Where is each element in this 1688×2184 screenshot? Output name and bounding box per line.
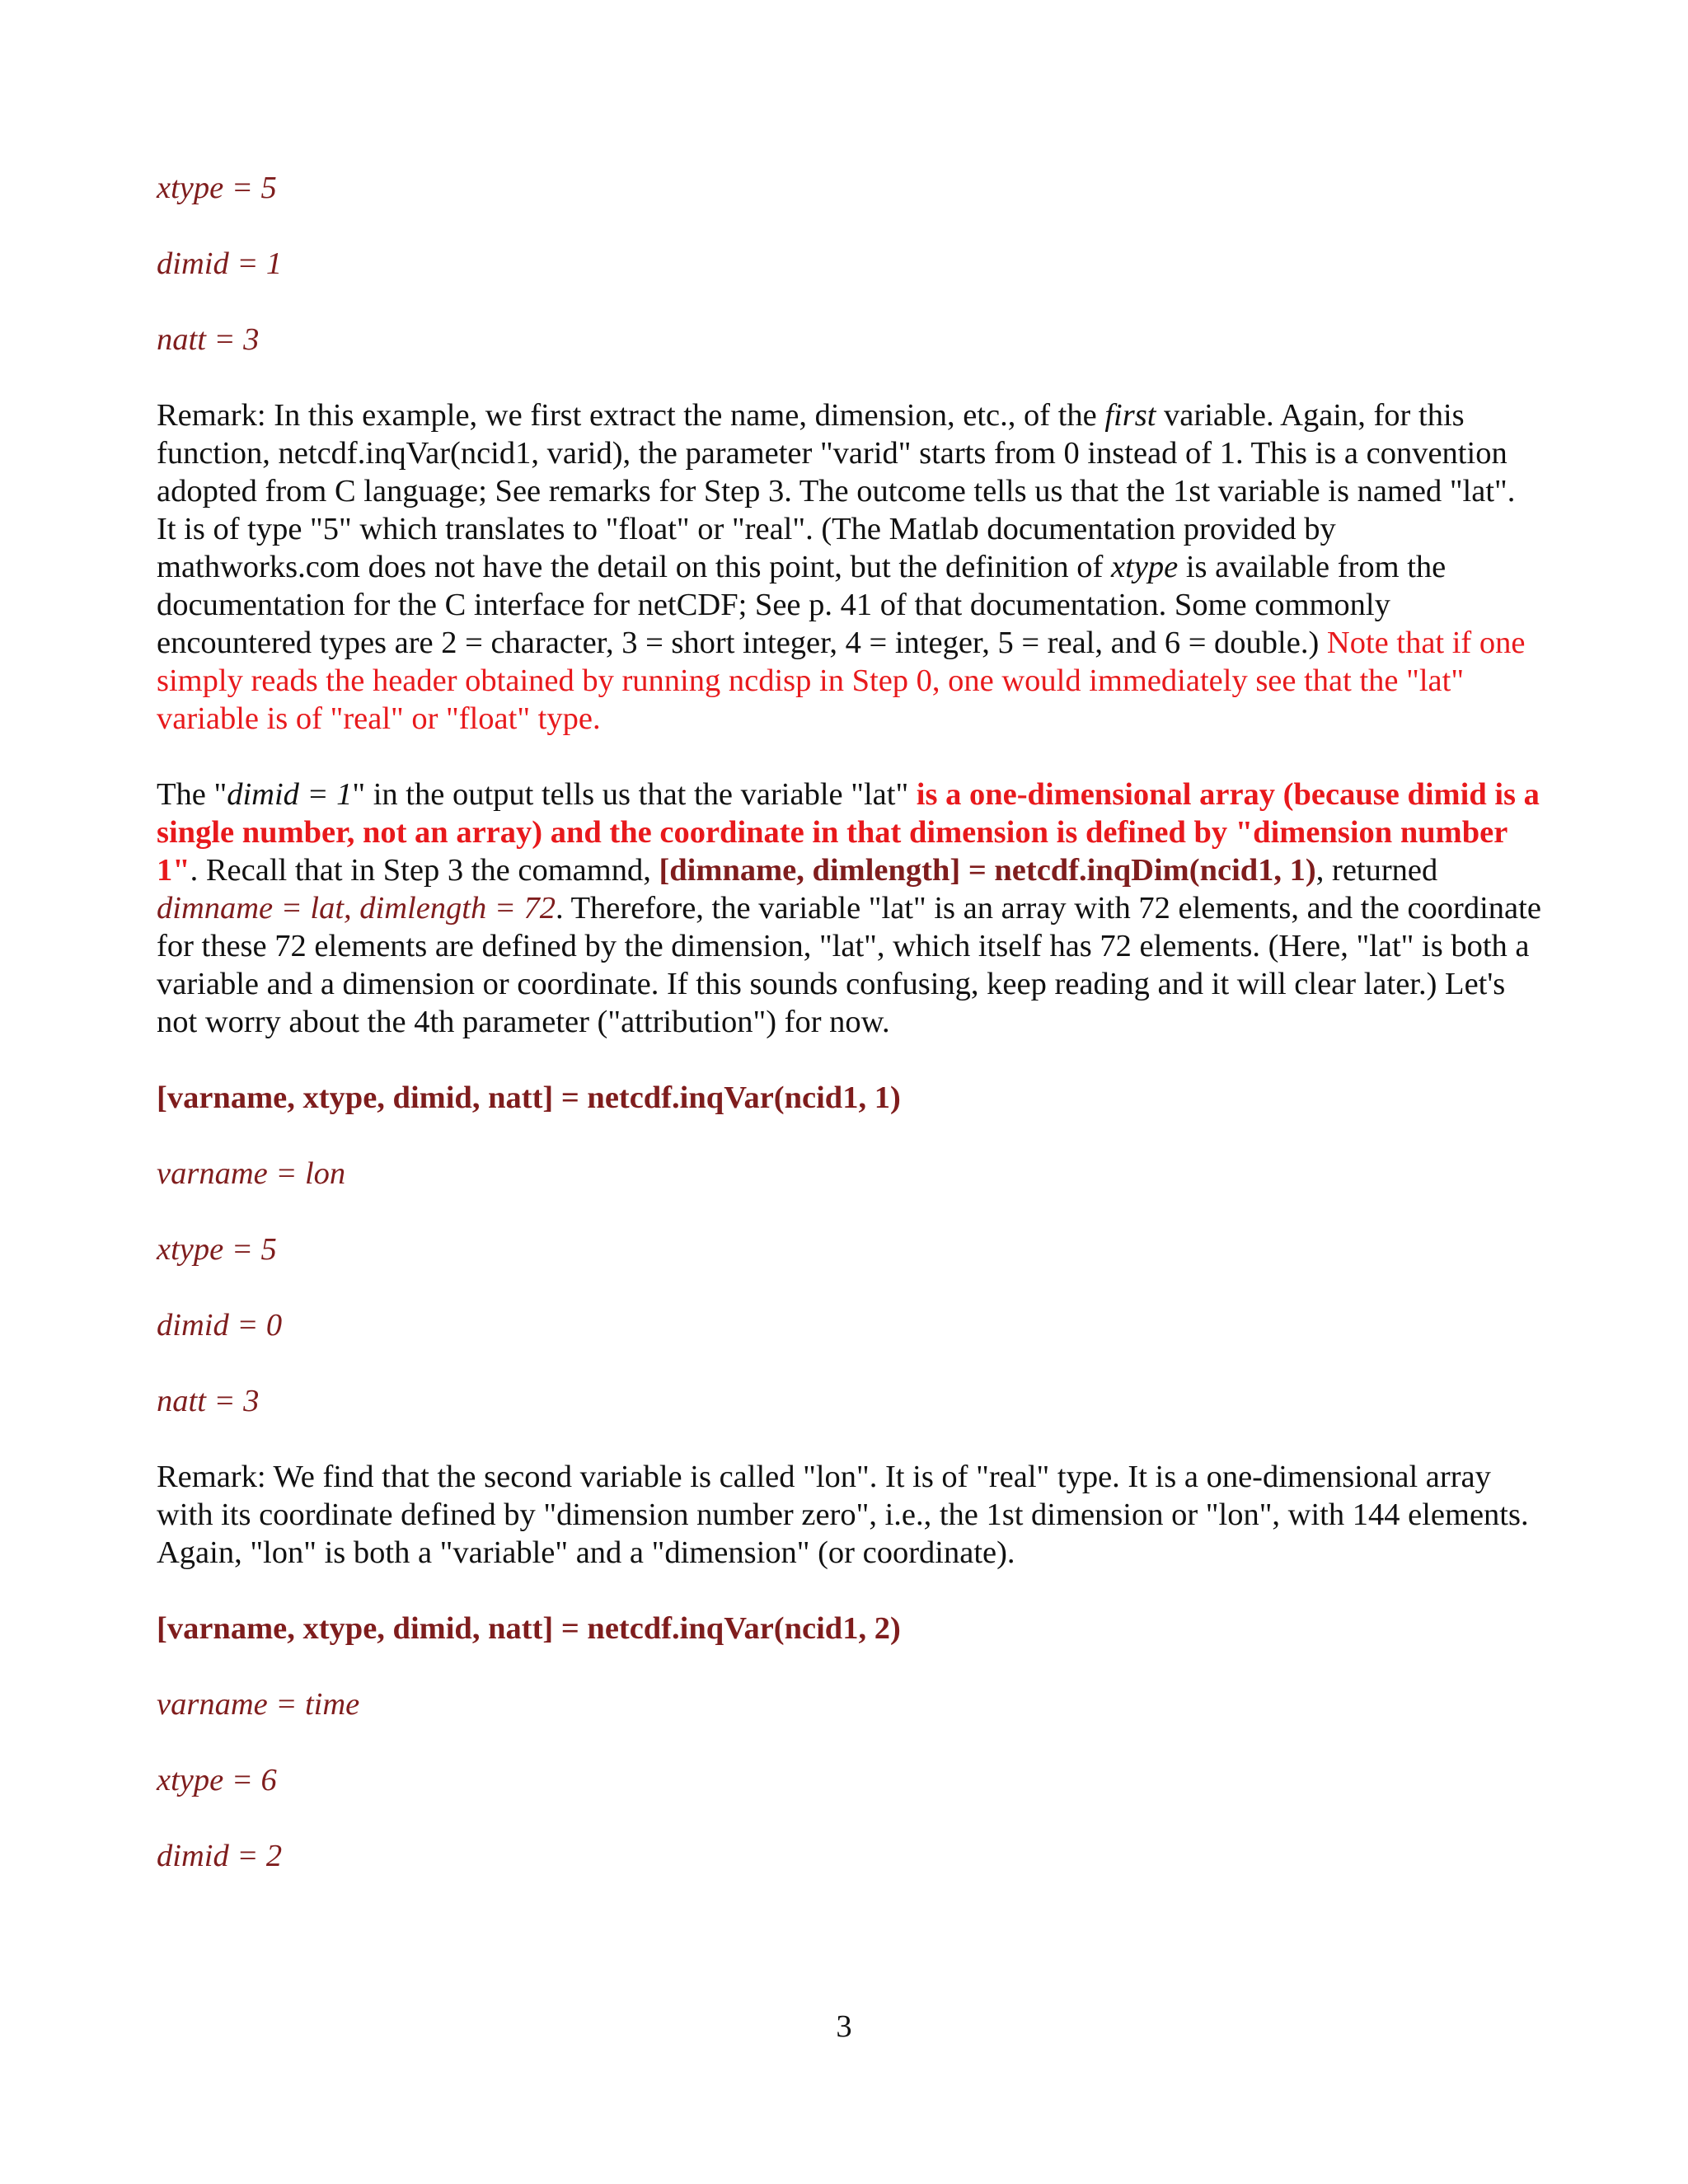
remark-paragraph-3: Remark: We find that the second variable is called "lon". It is of "real" type. It is a one-dimensional array with its coordinate defined by "dimension number zero", i.e., the 1st dimension or "lon", with 144 elements. Again, "lon" is both a "variable" and a "dimension" (or coordinate). <box>157 1460 1529 1570</box>
output-xtype-2: xtype = 5 <box>157 1232 277 1267</box>
command-inqvar-2: [varname, xtype, dimid, natt] = netcdf.inqVar(ncid1, 2) <box>157 1611 901 1646</box>
remark-paragraph-2 <box>157 776 1541 1041</box>
remark2-command: [dimname, dimlength] = netcdf.inqDim(ncid1, 1) <box>659 853 1316 888</box>
remark1-note-red: Note that if one simply reads the header obtained by running ncdisp in Step 0, one would immediately see that the "lat" variable is of "real" or "float" type. <box>157 626 1526 736</box>
page-content <box>157 169 1541 1913</box>
remark-paragraph-1 <box>157 396 1541 738</box>
output-varname-2: varname = lon <box>157 1156 346 1191</box>
output-xtype-1: xtype = 5 <box>157 171 277 205</box>
remark2-text-c: . Recall that in Step 3 the comamnd, <box>190 853 659 888</box>
remark2-result: dimname = lat, dimlength = 72 <box>157 891 556 926</box>
output-varname-3: varname = time <box>157 1687 360 1722</box>
remark1-text-a: Remark: In this example, we first extract the name, dimension, etc., of the <box>157 398 1105 433</box>
remark1-first-italic: first <box>1104 398 1156 433</box>
remark1-xtype-italic: xtype <box>1111 550 1179 584</box>
remark1-text-c: is available from the documentation for the C interface for netCDF; See p. 41 of that documentation. Some commonly encountered types are 2 = character, 3 = short integer, 4 = integer, 5 = real, and 6 = double.) <box>157 550 1447 660</box>
remark2-text-b: " in the output tells us that the variable "lat" <box>352 777 917 812</box>
output-dimid-3: dimid = 2 <box>157 1839 283 1873</box>
page-number: 3 <box>836 2009 852 2044</box>
command-inqvar-1: [varname, xtype, dimid, natt] = netcdf.inqVar(ncid1, 1) <box>157 1080 901 1115</box>
output-natt-1: natt = 3 <box>157 322 260 357</box>
remark2-text-e: . Therefore, the variable "lat" is an array with 72 elements, and the coordinate for these 72 elements are defined by the dimension, "lat", which itself has 72 elements. (Here, "lat" is both a variable and a dimension or coordinate. If this sounds confusing, keep reading and it will clear later.) Let's not worry about the 4th parameter ("attribution") for now. <box>157 891 1541 1039</box>
output-dimid-1: dimid = 1 <box>157 246 283 281</box>
output-xtype-3: xtype = 6 <box>157 1763 277 1797</box>
output-dimid-2: dimid = 0 <box>157 1308 283 1343</box>
output-natt-2: natt = 3 <box>157 1384 260 1418</box>
remark2-text-d: , returned <box>1315 853 1438 888</box>
remark2-emphasis-red: is a one-dimensional array (because dimid is a single number, not an array) and the coordinate in that dimension is defined by "dimension number 1" <box>157 777 1540 888</box>
remark2-text-a: The " <box>157 777 227 812</box>
remark2-dimid-italic: dimid = 1 <box>227 777 353 812</box>
remark1-text-b: variable. Again, for this function, netcdf.inqVar(ncid1, varid), the parameter "varid" starts from 0 instead of 1. This is a convention adopted from C language; See remarks for Step 3. The outcome tells us that the 1st variable is named "lat". It is of type "5" which translates to "float" or "real". (The Matlab documentation provided by mathworks.com does not have the detail on this point, but the definition of <box>157 398 1516 584</box>
